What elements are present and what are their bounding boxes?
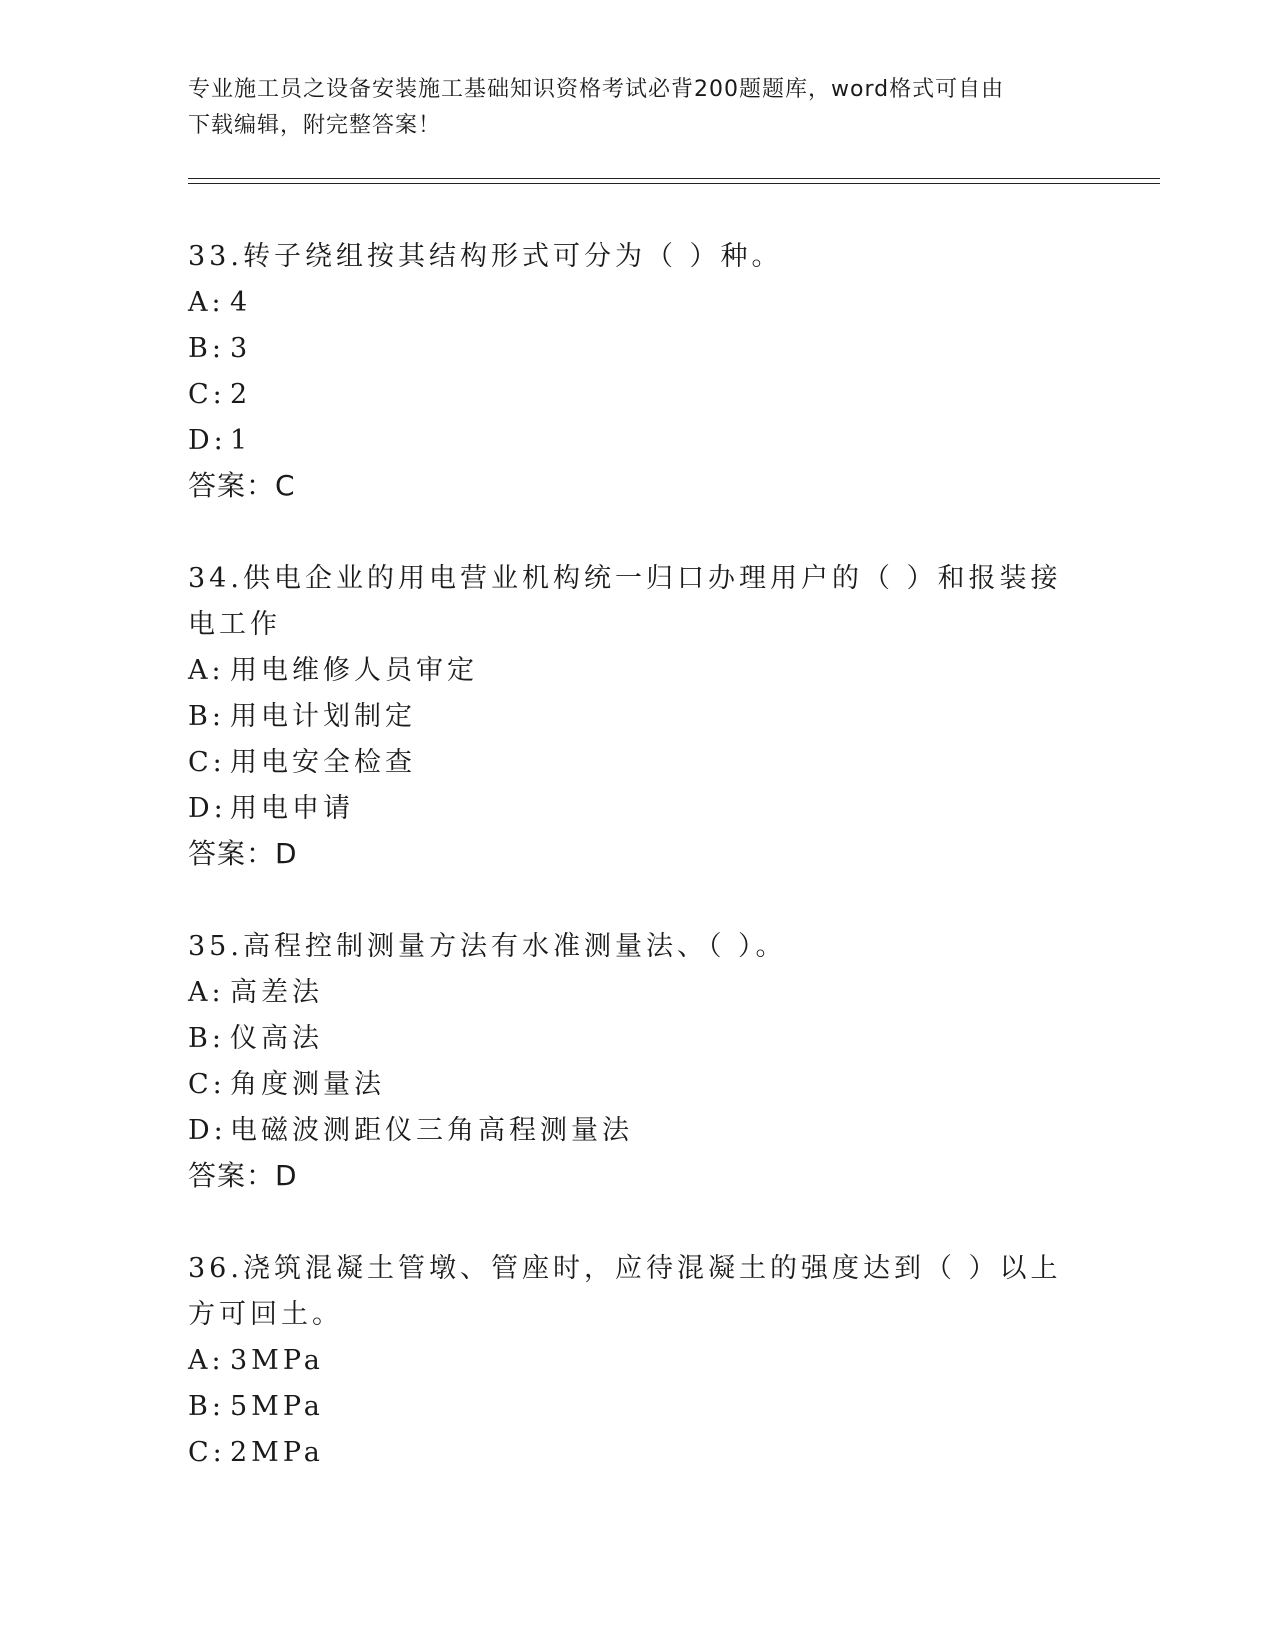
header-title-line-2: 下载编辑，附完整答案！ bbox=[188, 113, 442, 138]
header-title-line-1: 专业施工员之设备安装施工基础知识资格考试必背200题题库，word格式可自由 bbox=[188, 77, 1005, 102]
option-letter: A: bbox=[188, 655, 225, 686]
option-b bbox=[188, 1384, 1068, 1430]
question-text: 36.浇筑混凝土管墩、管座时，应待混凝土的强度达到（ ）以上方可回土。 bbox=[188, 1253, 1062, 1330]
option-letter: C: bbox=[188, 1437, 226, 1468]
option-a bbox=[188, 280, 1068, 326]
option-text: 用电安全检查 bbox=[230, 747, 416, 778]
question-text: 34.供电企业的用电营业机构统一归口办理用户的（ ）和报装接电工作 bbox=[188, 563, 1062, 640]
option-text: 5MPa bbox=[230, 1391, 324, 1422]
question-text: 35.高程控制测量方法有水准测量法、（ ）。 bbox=[188, 931, 787, 962]
option-d bbox=[188, 1108, 1068, 1154]
document-header bbox=[188, 72, 1088, 144]
option-text: 2 bbox=[230, 379, 252, 410]
option-text: 4 bbox=[230, 287, 252, 318]
option-letter: D: bbox=[188, 425, 227, 456]
option-letter: D: bbox=[188, 793, 227, 824]
option-text: 3 bbox=[230, 333, 252, 364]
option-c bbox=[188, 1430, 1068, 1476]
option-letter: A: bbox=[188, 977, 225, 1008]
option-c bbox=[188, 740, 1068, 786]
option-text: 3MPa bbox=[230, 1345, 324, 1376]
option-a bbox=[188, 970, 1068, 1016]
question-text: 33.转子绕组按其结构形式可分为（ ）种。 bbox=[188, 241, 783, 272]
option-letter: B: bbox=[188, 1023, 225, 1054]
option-d bbox=[188, 786, 1068, 832]
option-letter: C: bbox=[188, 379, 226, 410]
answer-line: 答案：D bbox=[188, 837, 298, 870]
option-letter: C: bbox=[188, 1069, 226, 1100]
option-b bbox=[188, 326, 1068, 372]
option-text: 用电申请 bbox=[230, 793, 354, 824]
option-text: 电磁波测距仪三角高程测量法 bbox=[230, 1115, 633, 1146]
option-text: 高差法 bbox=[230, 977, 323, 1008]
header-divider-bottom bbox=[188, 183, 1160, 184]
question-34 bbox=[188, 556, 1068, 876]
question-35 bbox=[188, 924, 1068, 1198]
option-letter: B: bbox=[188, 701, 225, 732]
option-letter: A: bbox=[188, 1345, 225, 1376]
option-letter: B: bbox=[188, 1391, 225, 1422]
option-text: 2MPa bbox=[230, 1437, 324, 1468]
option-c bbox=[188, 372, 1068, 418]
question-33 bbox=[188, 234, 1068, 508]
answer-line: 答案：D bbox=[188, 1159, 298, 1192]
answer-line: 答案：C bbox=[188, 469, 296, 502]
question-list bbox=[188, 234, 1068, 1524]
option-d bbox=[188, 418, 1068, 464]
option-letter: B: bbox=[188, 333, 225, 364]
header-divider-top bbox=[188, 178, 1160, 179]
option-c bbox=[188, 1062, 1068, 1108]
option-letter: A: bbox=[188, 287, 225, 318]
option-text: 1 bbox=[230, 425, 252, 456]
option-text: 用电维修人员审定 bbox=[230, 655, 478, 686]
option-letter: C: bbox=[188, 747, 226, 778]
option-text: 仪高法 bbox=[230, 1023, 323, 1054]
option-text: 用电计划制定 bbox=[230, 701, 416, 732]
option-letter: D: bbox=[188, 1115, 227, 1146]
option-a bbox=[188, 648, 1068, 694]
option-text: 角度测量法 bbox=[230, 1069, 385, 1100]
option-a bbox=[188, 1338, 1068, 1384]
option-b bbox=[188, 694, 1068, 740]
question-36 bbox=[188, 1246, 1068, 1476]
option-b bbox=[188, 1016, 1068, 1062]
